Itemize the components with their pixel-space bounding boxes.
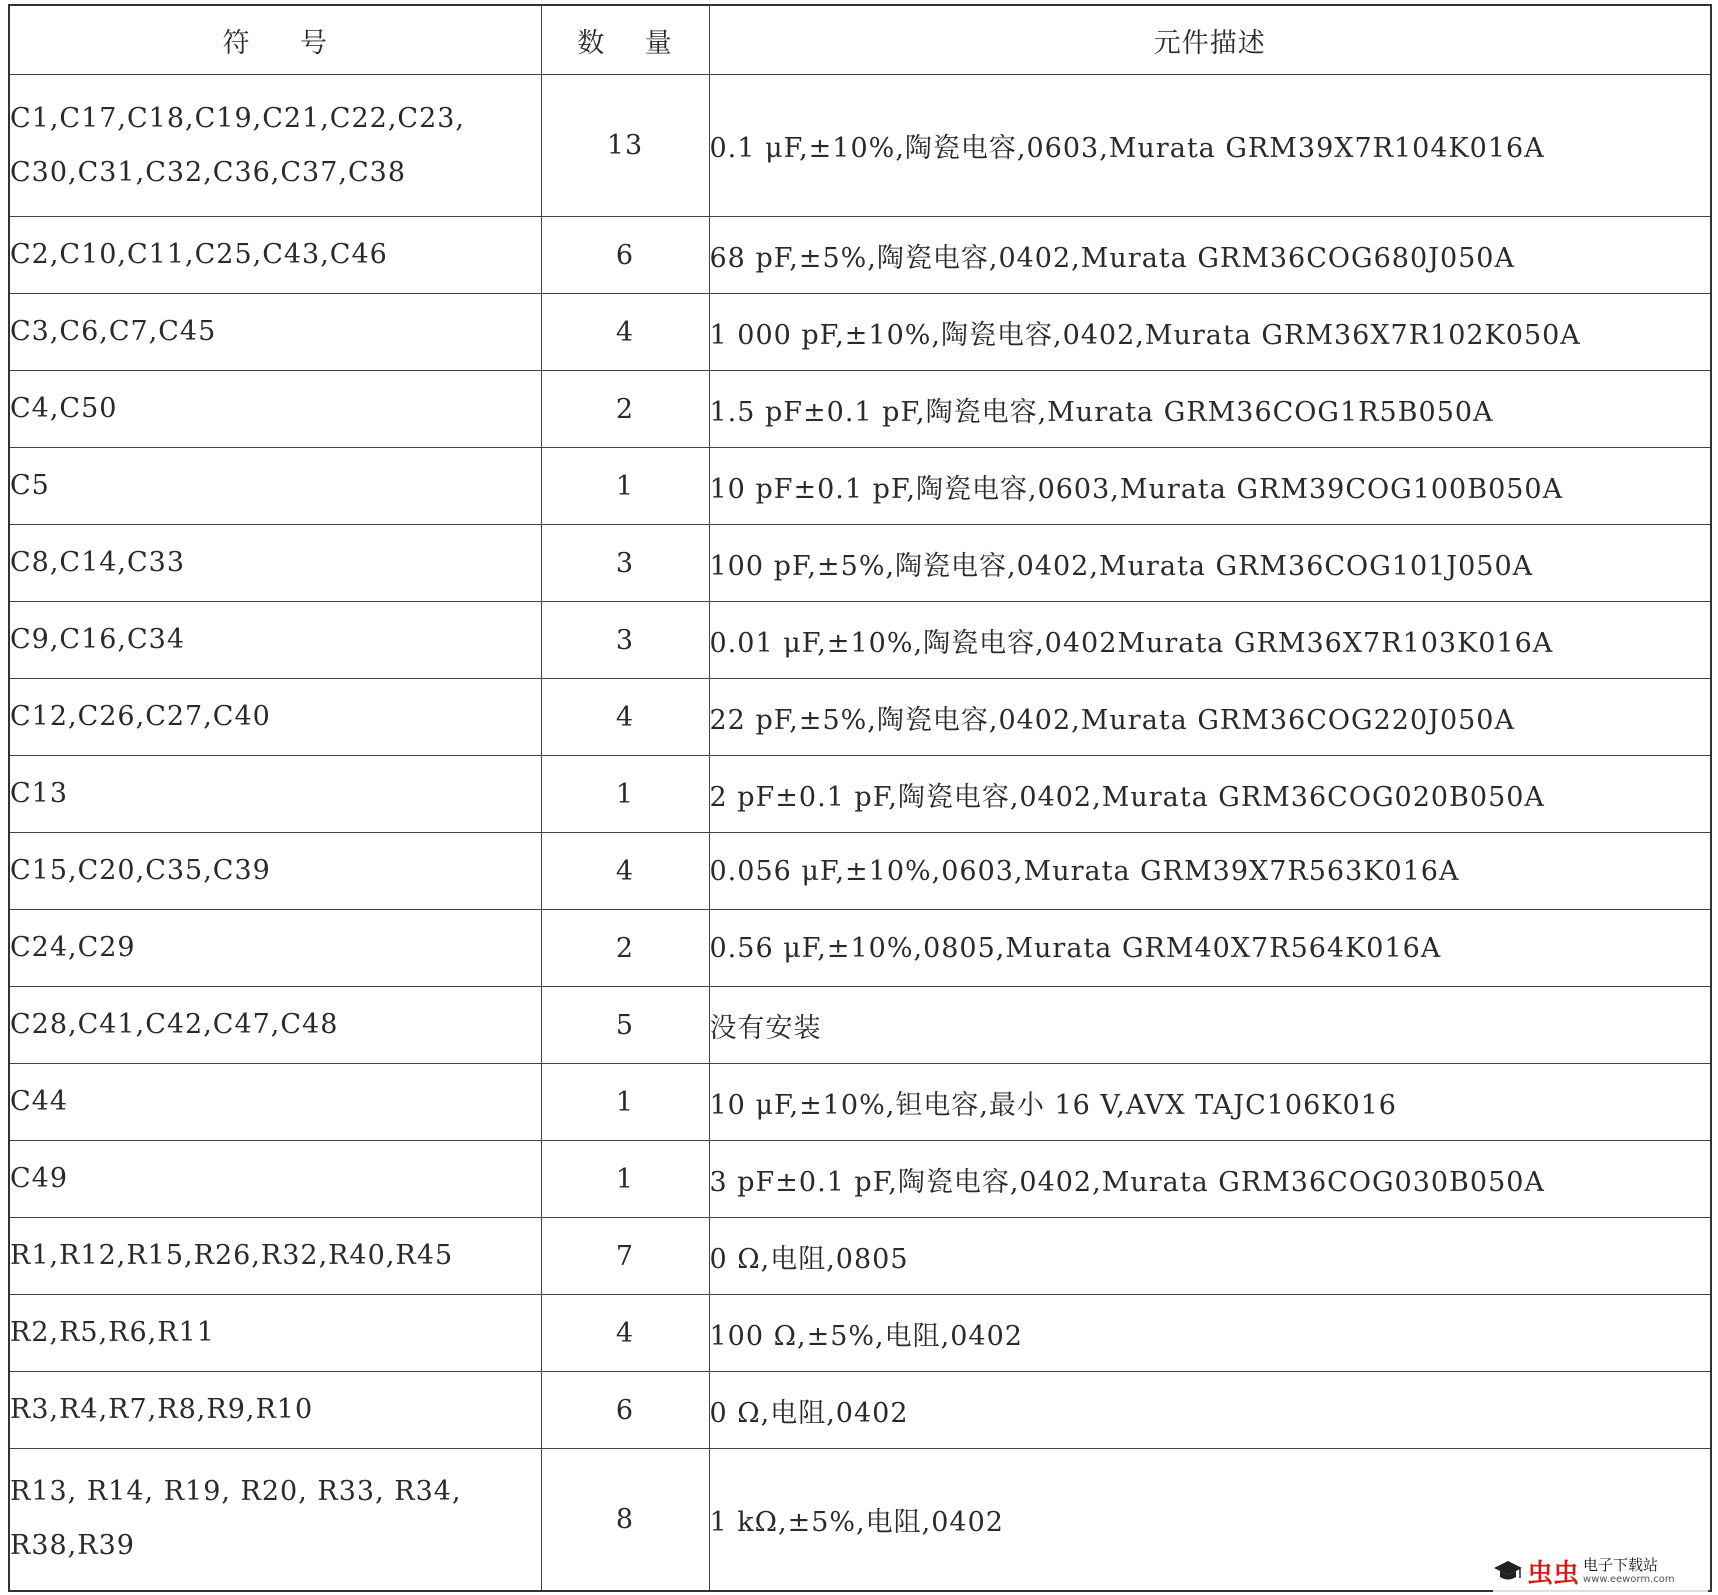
symbol-cell: [9, 1449, 541, 1591]
description-cell: 0.01 μF,±10%,陶瓷电容,0402Murata GRM36X7R103K016A: [709, 602, 1711, 679]
description-cell: 68 pF,±5%,陶瓷电容,0402,Murata GRM36COG680J050A: [709, 217, 1711, 294]
description-cell: 10 μF,±10%,钽电容,最小 16 V,AVX TAJC106K016: [709, 1064, 1711, 1141]
symbol-cell: [9, 294, 541, 371]
table-row: [9, 602, 1711, 679]
table-row: [9, 1372, 1711, 1449]
table-row: [9, 756, 1711, 833]
table-row: [9, 1218, 1711, 1295]
table-row: [9, 448, 1711, 525]
description-cell: 100 Ω,±5%,电阻,0402: [709, 1295, 1711, 1372]
symbol-line: R3,R4,R7,R8,R9,R10: [10, 1394, 314, 1425]
description-cell: 22 pF,±5%,陶瓷电容,0402,Murata GRM36COG220J050A: [709, 679, 1711, 756]
graduation-cap-icon: [1493, 1559, 1523, 1583]
description-cell: 1.5 pF±0.1 pF,陶瓷电容,Murata GRM36COG1R5B050A: [709, 371, 1711, 448]
symbol-line: C9,C16,C34: [10, 624, 186, 655]
watermark: [1493, 1549, 1708, 1593]
description-cell: 0 Ω,电阻,0805: [709, 1218, 1711, 1295]
quantity-cell: 1: [541, 756, 709, 833]
symbol-line: C8,C14,C33: [10, 547, 186, 578]
table-row: [9, 217, 1711, 294]
symbol-cell: [9, 448, 541, 525]
quantity-cell: 8: [541, 1449, 709, 1591]
description-cell: 没有安装: [709, 987, 1711, 1064]
quantity-cell: 4: [541, 679, 709, 756]
quantity-cell: 2: [541, 910, 709, 987]
symbol-line: R13, R14, R19, R20, R33, R34,: [10, 1476, 462, 1508]
watermark-text: 电子下载站: [1583, 1555, 1659, 1574]
quantity-cell: 4: [541, 833, 709, 910]
description-cell: 1 kΩ,±5%,电阻,0402: [709, 1449, 1711, 1591]
symbol-cell: [9, 371, 541, 448]
header-description: 元件描述: [709, 5, 1711, 75]
symbol-cell: [9, 756, 541, 833]
quantity-cell: 4: [541, 1295, 709, 1372]
table-header-row: [9, 5, 1711, 75]
quantity-cell: 4: [541, 294, 709, 371]
symbol-cell: [9, 1372, 541, 1449]
quantity-cell: 3: [541, 525, 709, 602]
description-cell: 2 pF±0.1 pF,陶瓷电容,0402,Murata GRM36COG020B050A: [709, 756, 1711, 833]
table-row: [9, 1064, 1711, 1141]
quantity-cell: 1: [541, 1141, 709, 1218]
watermark-url: www.eeworm.com: [1583, 1573, 1675, 1585]
symbol-line: C24,C29: [10, 932, 136, 963]
quantity-cell: 1: [541, 1064, 709, 1141]
description-cell: 10 pF±0.1 pF,陶瓷电容,0603,Murata GRM39COG100B050A: [709, 448, 1711, 525]
description-cell: 0.56 μF,±10%,0805,Murata GRM40X7R564K016A: [709, 910, 1711, 987]
symbol-cell: [9, 1141, 541, 1218]
symbol-cell: [9, 217, 541, 294]
header-quantity: 数 量: [541, 5, 709, 75]
table-row: [9, 294, 1711, 371]
symbol-cell: [9, 833, 541, 910]
table-row: [9, 1295, 1711, 1372]
symbol-cell: [9, 987, 541, 1064]
table-row: [9, 987, 1711, 1064]
symbol-cell: [9, 602, 541, 679]
symbol-line: C49: [10, 1163, 69, 1194]
table-row: [9, 371, 1711, 448]
symbol-cell: [9, 910, 541, 987]
table-row: [9, 1141, 1711, 1218]
symbol-line: R1,R12,R15,R26,R32,R40,R45: [10, 1240, 454, 1271]
description-cell: 100 pF,±5%,陶瓷电容,0402,Murata GRM36COG101J050A: [709, 525, 1711, 602]
description-cell: 1 000 pF,±10%,陶瓷电容,0402,Murata GRM36X7R102K050A: [709, 294, 1711, 371]
symbol-line: C44: [10, 1086, 69, 1117]
table-row: [9, 525, 1711, 602]
symbol-line: C13: [10, 778, 69, 809]
symbol-line: R38,R39: [10, 1530, 135, 1562]
table-row: [9, 679, 1711, 756]
symbol-line: C15,C20,C35,C39: [10, 855, 271, 886]
symbol-cell: [9, 1295, 541, 1372]
symbol-line: C30,C31,C32,C36,C37,C38: [10, 156, 407, 188]
table-row: [9, 833, 1711, 910]
symbol-line: C5: [10, 470, 50, 501]
symbol-line: C2,C10,C11,C25,C43,C46: [10, 239, 388, 270]
symbol-line: C3,C6,C7,C45: [10, 316, 217, 347]
symbol-line: C12,C26,C27,C40: [10, 701, 271, 732]
quantity-cell: 13: [541, 75, 709, 217]
description-cell: 0 Ω,电阻,0402: [709, 1372, 1711, 1449]
quantity-cell: 5: [541, 987, 709, 1064]
symbol-line: C28,C41,C42,C47,C48: [10, 1009, 339, 1040]
symbol-cell: [9, 525, 541, 602]
description-cell: 3 pF±0.1 pF,陶瓷电容,0402,Murata GRM36COG030B050A: [709, 1141, 1711, 1218]
table-row: [9, 1449, 1711, 1591]
symbol-line: C1,C17,C18,C19,C21,C22,C23,: [10, 102, 466, 134]
symbol-line: C4,C50: [10, 393, 118, 424]
symbol-cell: [9, 1218, 541, 1295]
symbol-line: R2,R5,R6,R11: [10, 1317, 215, 1348]
header-symbol: 符 号: [9, 5, 541, 75]
quantity-cell: 6: [541, 217, 709, 294]
component-table: [8, 4, 1712, 1592]
quantity-cell: 2: [541, 371, 709, 448]
description-cell: 0.056 μF,±10%,0603,Murata GRM39X7R563K016A: [709, 833, 1711, 910]
quantity-cell: 6: [541, 1372, 709, 1449]
quantity-cell: 7: [541, 1218, 709, 1295]
description-cell: 0.1 μF,±10%,陶瓷电容,0603,Murata GRM39X7R104K016A: [709, 75, 1711, 217]
watermark-brand: 虫虫: [1527, 1558, 1580, 1589]
quantity-cell: 3: [541, 602, 709, 679]
symbol-cell: [9, 1064, 541, 1141]
symbol-cell: [9, 75, 541, 217]
table-row: [9, 75, 1711, 217]
table-row: [9, 910, 1711, 987]
quantity-cell: 1: [541, 448, 709, 525]
symbol-cell: [9, 679, 541, 756]
